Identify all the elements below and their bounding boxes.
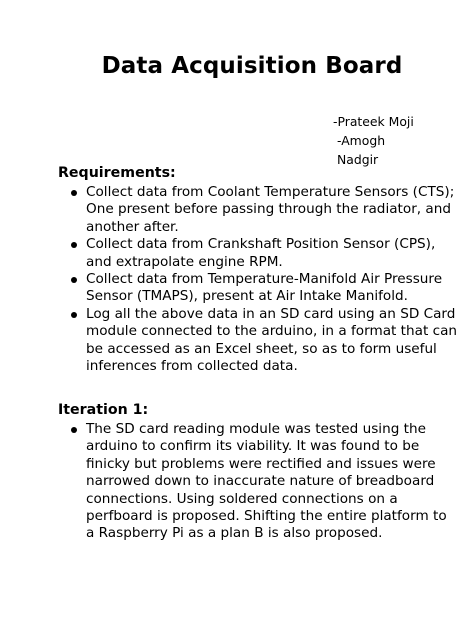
requirements-section bbox=[58, 164, 458, 375]
author-name: -Amogh Nadgir bbox=[337, 133, 386, 167]
list-item bbox=[58, 236, 458, 271]
list-item bbox=[58, 306, 458, 376]
list-item-text: Collect data from Crankshaft Position Sensor (CPS), and extrapolate engine RPM. bbox=[86, 236, 436, 270]
list-item-text: The SD card reading module was tested using the arduino to confirm its viability. It was found to be finicky but problems were rectified and issues were narrowed down to inaccurate nature of breadboard connections. Using soldered connections on a perfboard is proposed. Shifting the entire platform to a Raspberry Pi as a plan B is also proposed. bbox=[86, 421, 447, 542]
section-heading: Iteration 1: bbox=[58, 402, 149, 418]
bullet-icon bbox=[71, 242, 77, 248]
list-item-text: Collect data from Coolant Temperature Sensors (CTS); One present before passing through the radiator, and another after. bbox=[86, 184, 455, 235]
list-item-text: Log all the above data in an SD card using an SD Card module connected to the arduino, in a format that can be accessed as an Excel sheet, so as to form useful inferences from collected data. bbox=[86, 305, 458, 375]
requirements-list bbox=[58, 184, 458, 375]
bullet-icon bbox=[71, 190, 77, 196]
bullet-icon bbox=[71, 312, 77, 318]
author-name: -Prateek Moji bbox=[333, 114, 414, 129]
bullet-icon bbox=[71, 427, 77, 433]
bullet-icon bbox=[71, 277, 77, 283]
list-item bbox=[58, 184, 458, 236]
list-item bbox=[58, 271, 458, 306]
list-item bbox=[58, 421, 458, 543]
author-list bbox=[300, 112, 422, 169]
iteration-section bbox=[58, 401, 458, 543]
list-item-text: Collect data from Temperature-Manifold Air Pressure Sensor (TMAPS), present at Air Intake Manifold. bbox=[86, 271, 443, 305]
section-heading: Requirements: bbox=[58, 165, 176, 181]
document-title: Data Acquisition Board bbox=[101, 53, 403, 79]
iteration-list bbox=[58, 421, 458, 543]
